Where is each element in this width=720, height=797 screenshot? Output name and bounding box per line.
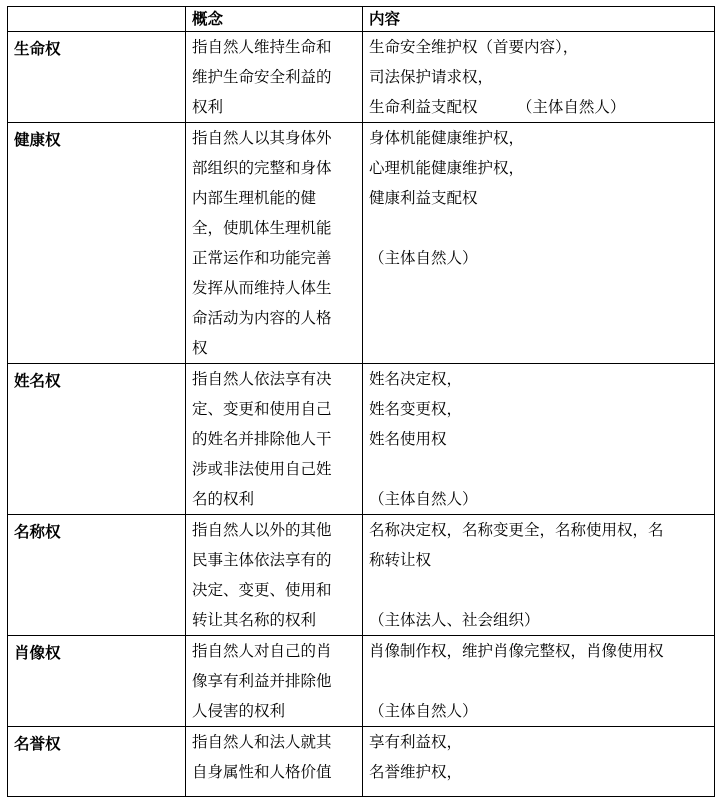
right-concept (186, 32, 363, 123)
table-header-row (8, 7, 715, 32)
content-line: （主体自然人） (369, 249, 478, 267)
concept-line: 自身属性和人格价值 (192, 763, 332, 781)
right-concept (186, 364, 363, 515)
right-name: 名称权 (8, 515, 186, 636)
concept-line: 指自然人依法享有决 (192, 370, 332, 388)
content-line (369, 666, 708, 696)
concept-line: 部组织的完整和身体 (192, 159, 332, 177)
content-line: 肖像制作权，维护肖像完整权，肖像使用权 (369, 642, 664, 660)
header-cell-concept: 概念 (186, 7, 363, 32)
content-line: 姓名使用权 (369, 430, 447, 448)
right-content (363, 32, 715, 123)
header-cell-content: 内容 (363, 7, 715, 32)
content-line: 享有利益权， (369, 733, 463, 751)
concept-line: 民事主体依法享有的 (192, 551, 332, 569)
right-content (363, 123, 715, 364)
right-content (363, 515, 715, 636)
content-line: 健康利益支配权 (369, 189, 478, 207)
right-concept (186, 727, 363, 797)
right-concept (186, 123, 363, 364)
right-name: 生命权 (8, 32, 186, 123)
rights-table (7, 6, 715, 797)
concept-line: 的姓名并排除他人干 (192, 430, 332, 448)
right-content (363, 364, 715, 515)
content-line: （主体自然人） (369, 702, 478, 720)
right-name: 姓名权 (8, 364, 186, 515)
content-line: 身体机能健康维护权， (369, 129, 525, 147)
concept-line: 涉或非法使用自己姓 (192, 460, 332, 478)
content-line: 称转让权 (369, 551, 432, 569)
right-concept (186, 636, 363, 727)
content-line: 心理机能健康维护权， (369, 159, 525, 177)
right-name: 名誉权 (8, 727, 186, 797)
right-content (363, 727, 715, 797)
concept-line: 全，使肌体生理机能 (192, 219, 332, 237)
content-line: 姓名决定权， (369, 370, 463, 388)
concept-line: 权利 (192, 98, 224, 116)
content-line: 名称决定权，名称变更全，名称使用权，名 (369, 521, 664, 539)
concept-line: 指自然人和法人就其 (192, 733, 332, 751)
right-name: 健康权 (8, 123, 186, 364)
concept-line: 像享有利益并排除他 (192, 672, 332, 690)
table-row (8, 364, 715, 515)
right-concept (186, 515, 363, 636)
right-content (363, 636, 715, 727)
concept-line: 决定、变更、使用和 (192, 581, 332, 599)
content-line: 生命利益支配权 （主体自然人） (369, 98, 626, 116)
concept-line: 指自然人维持生命和 (192, 38, 332, 56)
concept-line: 指自然人以其身体外 (192, 129, 332, 147)
concept-line: 正常运作和功能完善 (192, 249, 332, 267)
concept-line: 指自然人以外的其他 (192, 521, 332, 539)
concept-line: 人侵害的权利 (192, 702, 286, 720)
content-line (369, 213, 708, 243)
content-line: 司法保护请求权， (369, 68, 494, 86)
table-row (8, 32, 715, 123)
concept-line: 权 (192, 339, 208, 357)
concept-line: 发挥从而维持人体生 (192, 279, 332, 297)
content-line: 姓名变更权， (369, 400, 463, 418)
content-line: （主体法人、社会组织） (369, 611, 540, 629)
table-row (8, 515, 715, 636)
content-line (369, 454, 708, 484)
content-line: （主体自然人） (369, 490, 478, 508)
table-row (8, 636, 715, 727)
content-line: 生命安全维护权（首要内容）， (369, 38, 579, 56)
concept-line: 内部生理机能的健 (192, 189, 317, 207)
concept-line: 定、变更和使用自己 (192, 400, 332, 418)
concept-line: 指自然人对自己的肖 (192, 642, 332, 660)
concept-line: 维护生命安全利益的 (192, 68, 332, 86)
table-row (8, 727, 715, 797)
concept-line: 命活动为内容的人格 (192, 309, 332, 327)
concept-line: 转让其名称的权利 (192, 611, 317, 629)
header-cell-name (8, 7, 186, 32)
content-line: 名誉维护权， (369, 763, 463, 781)
right-name: 肖像权 (8, 636, 186, 727)
content-line (369, 575, 708, 605)
table-row (8, 123, 715, 364)
concept-line: 名的权利 (192, 490, 255, 508)
